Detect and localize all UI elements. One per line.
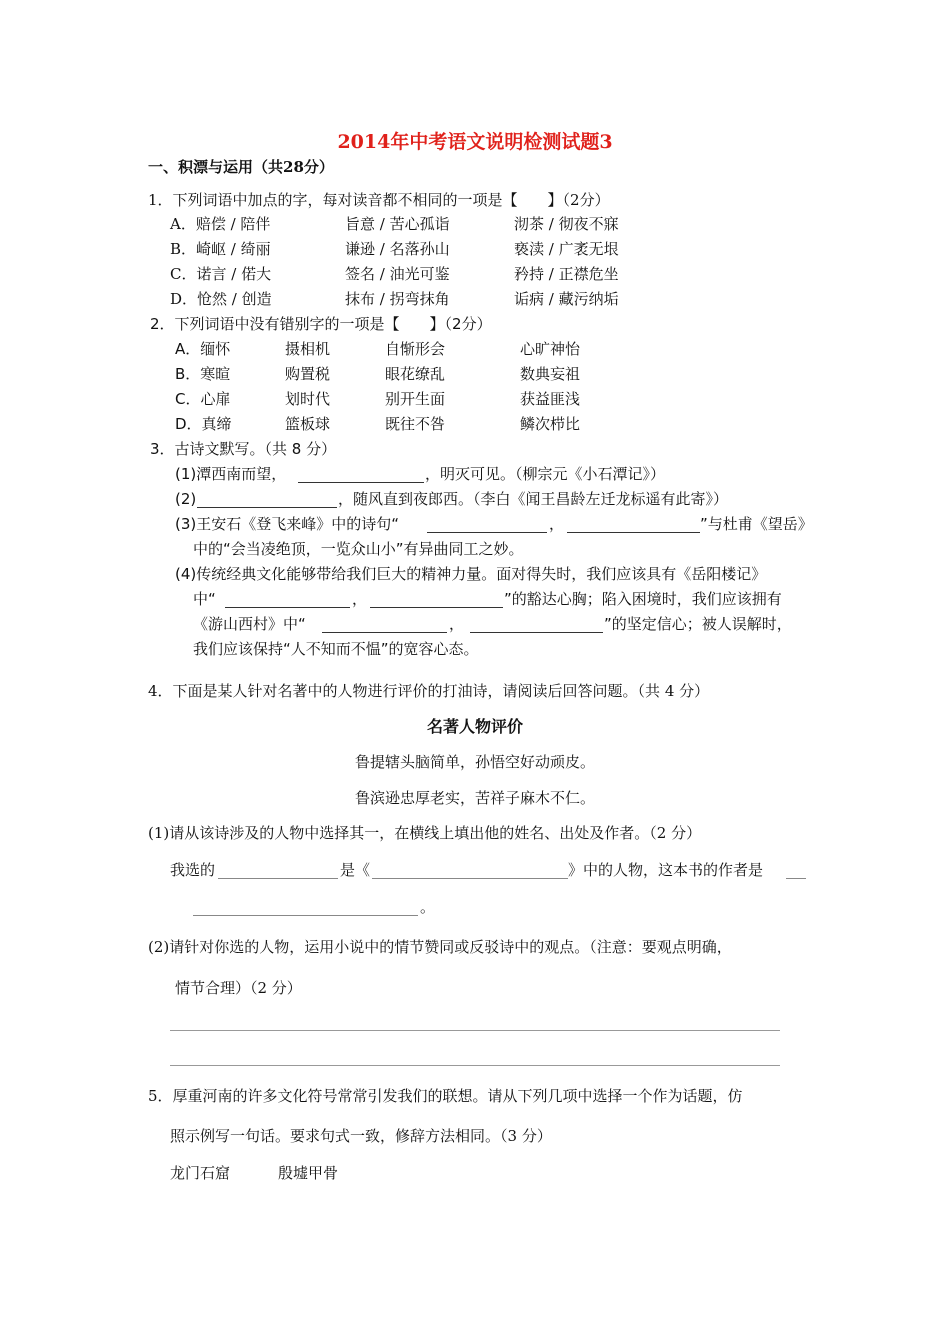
q3-line4-poem: 《游山西村》中“ — [193, 615, 306, 633]
q4-blank-book[interactable] — [372, 878, 568, 879]
q2-d-1: D．真缔 — [175, 415, 232, 433]
q2-b-3: 眼花缭乱 — [385, 365, 446, 383]
q2-c-3: 别开生面 — [385, 390, 446, 408]
q3-line4-after: ”的坚定信心；被人误解时， — [604, 615, 792, 633]
answer-line-2[interactable] — [170, 1065, 780, 1066]
q2-stem: 2．下列词语中没有错别字的一项是【 】（2分） — [150, 315, 492, 333]
q4-fill-b: 是《 — [340, 861, 371, 879]
q4-sub1: (1)请从该诗涉及的人物中选择其一，在横线上填出他的姓名、出处及作者。（2 分） — [148, 824, 702, 842]
q2-a-2: 摄相机 — [285, 340, 331, 358]
q5-stem-cont: 照示例写一句话。要求句式一致，修辞方法相同。（3 分） — [170, 1127, 552, 1145]
q1-option-d-3: 诟病 / 藏污纳垢 — [514, 290, 619, 308]
q2-a-1: A．缅怀 — [175, 340, 231, 358]
q1-option-b-1: B．崎岖 / 绮丽 — [170, 240, 271, 258]
poem-line-2: 鲁滨逊忠厚老实，苦祥子麻木不仁。 — [354, 789, 595, 807]
q4-fill-end: 。 — [420, 898, 436, 916]
q2-d-4: 鳞次栉比 — [520, 415, 581, 433]
q2-c-2: 划时代 — [285, 390, 331, 408]
q5-stem: 5．厚重河南的许多文化符号常常引发我们的联想。请从下列几项中选择一个作为话题，仿 — [148, 1087, 743, 1105]
answer-line-1[interactable] — [170, 1030, 780, 1031]
q5-option-2: 殷墟甲骨 — [278, 1164, 339, 1182]
q3-blank-3[interactable] — [427, 532, 547, 533]
q2-c-1: C．心扉 — [175, 390, 231, 408]
q3-line3-end: ”与杜甫《望岳》 — [700, 515, 813, 533]
q2-d-3: 既往不咎 — [385, 415, 446, 433]
q4-stem: 4．下面是某人针对名著中的人物进行评价的打油诗，请阅读后回答问题。（共 4 分） — [148, 682, 710, 700]
q2-b-4: 数典妄祖 — [520, 365, 581, 383]
q1-option-b-2: 谦逊 / 名落孙山 — [345, 240, 450, 258]
q3-line4-quote: 中“ — [193, 590, 216, 608]
q5-option-1: 龙门石窟 — [170, 1164, 231, 1182]
q3-line3-comma: ， — [549, 515, 565, 533]
q1-option-a-2: 旨意 / 苦心孤诣 — [345, 215, 450, 233]
q1-option-a-3: 沏茶 / 彻夜不寐 — [514, 215, 619, 233]
q3-line4-last: 我们应该保持“人不知而不愠”的宽容心态。 — [193, 640, 479, 658]
q3-blank-1[interactable] — [298, 482, 424, 483]
q3-blank-5[interactable] — [225, 607, 350, 608]
q3-blank-8[interactable] — [470, 632, 603, 633]
q1-option-d-1: D．怆然 / 创造 — [170, 290, 272, 308]
q3-line3-cont: 中的“会当凌绝顶，一览众山小”有异曲同工之妙。 — [193, 540, 524, 558]
q3-line2-start: (2) — [175, 490, 197, 508]
q1-option-c-2: 签名 / 油光可鉴 — [345, 265, 450, 283]
q3-line3-start: (3)王安石《登飞来峰》中的诗句“ — [175, 515, 400, 533]
q1-option-d-2: 抹布 / 拐弯抹角 — [345, 290, 450, 308]
q3-line4-mid: ”的豁达心胸；陷入困境时，我们应该拥有 — [504, 590, 782, 608]
q2-a-4: 心旷神怡 — [520, 340, 581, 358]
q2-c-4: 获益匪浅 — [520, 390, 581, 408]
q4-fill-a: 我选的 — [170, 861, 216, 879]
q3-blank-2[interactable] — [197, 507, 337, 508]
q4-blank-name[interactable] — [218, 878, 338, 879]
q1-option-b-3: 亵渎 / 广袤无垠 — [514, 240, 619, 258]
q4-blank-author[interactable] — [193, 915, 418, 916]
q3-stem: 3．古诗文默写。（共 8 分） — [150, 440, 337, 458]
q3-line1-start: (1)潭西南而望， — [175, 465, 287, 483]
section-heading: 一、积漂与运用（共28分） — [148, 158, 334, 176]
q1-option-c-3: 矜持 / 正襟危坐 — [514, 265, 619, 283]
q3-line4-comma2: ， — [449, 615, 465, 633]
q4-fill-c: 》中的人物，这本书的作者是 — [568, 861, 764, 879]
q2-b-2: 购置税 — [285, 365, 331, 383]
q2-d-2: 篮板球 — [285, 415, 331, 433]
q2-b-1: B．寒暄 — [175, 365, 231, 383]
q2-a-3: 自惭形会 — [385, 340, 446, 358]
q3-blank-7[interactable] — [322, 632, 447, 633]
q4-sub2: (2)请针对你选的人物，运用小说中的情节赞同或反驳诗中的观点。（注意：要观点明确， — [148, 938, 732, 956]
page-title: 2014年中考语文说明检测试题3 — [337, 131, 613, 153]
q1-stem: 1．下列词语中加点的字，每对读音都不相同的一项是【 】（2分） — [148, 191, 610, 209]
q4-sub2-cont: 情节合理）（2 分） — [175, 979, 302, 997]
q4-blank-author-start[interactable] — [786, 878, 806, 879]
q3-blank-6[interactable] — [370, 607, 503, 608]
q3-line1-end: ，明灭可见。（柳宗元《小石潭记》） — [425, 465, 666, 483]
q3-line4-comma: ， — [352, 590, 368, 608]
poem-line-1: 鲁提辖头脑简单，孙悟空好动顽皮。 — [354, 753, 595, 771]
q3-blank-4[interactable] — [567, 532, 700, 533]
q1-option-a-1: A．赔偿 / 陪伴 — [170, 215, 271, 233]
q3-line4-start: (4)传统经典文化能够带给我们巨大的精神力量。面对得失时，我们应该具有《岳阳楼记》 — [175, 565, 767, 583]
poem-title: 名著人物评价 — [426, 717, 523, 736]
q1-option-c-1: C．诺言 / 偌大 — [170, 265, 272, 283]
q3-line2-end: ，随风直到夜郎西。（李白《闻王昌龄左迁龙标遥有此寄》） — [338, 490, 729, 508]
